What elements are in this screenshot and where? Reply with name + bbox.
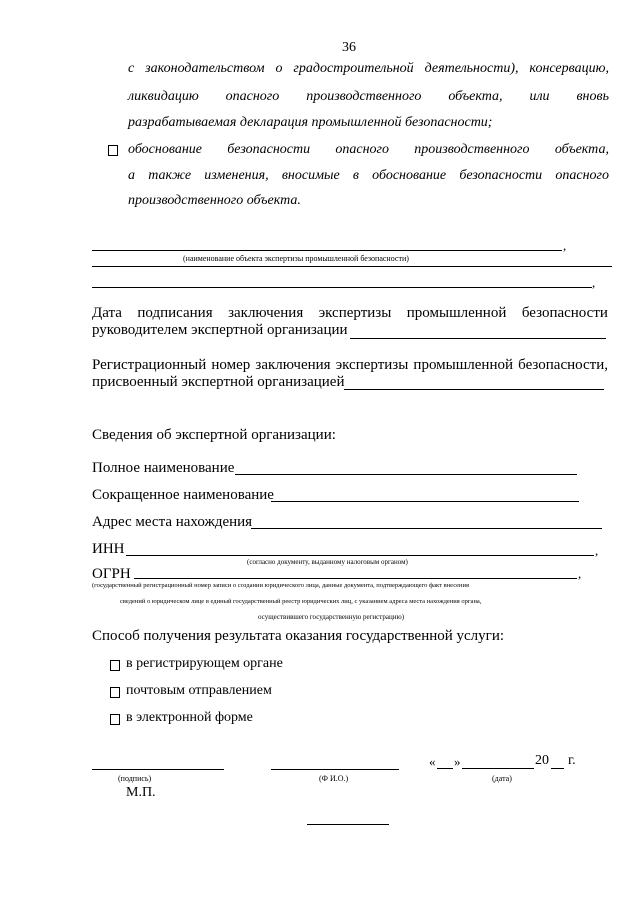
checkbox-word: вносимые bbox=[281, 168, 340, 183]
date-signing-line-1 bbox=[92, 305, 608, 322]
date-signing-word: безопасности bbox=[521, 305, 608, 321]
full-name-label: Полное наименование bbox=[92, 460, 235, 476]
address-label: Адрес места нахождения bbox=[92, 514, 253, 530]
checkbox-option-mail[interactable] bbox=[110, 687, 120, 698]
date-year-suffix: г. bbox=[568, 753, 576, 768]
date-year-field[interactable] bbox=[551, 768, 564, 769]
short-name-label: Сокращенное наименование bbox=[92, 487, 274, 503]
full-name-sign-field[interactable] bbox=[271, 769, 399, 770]
reg-number-word: заключения bbox=[255, 357, 331, 373]
ogrn-comma: , bbox=[578, 566, 582, 581]
reg-number-line-2: присвоенный экспертной организацией bbox=[92, 374, 345, 390]
reg-number-word: безопасности, bbox=[518, 357, 608, 373]
intro-word: консервацию, bbox=[529, 61, 609, 76]
date-close-quote: » bbox=[454, 754, 461, 769]
object-name-comma-2: , bbox=[592, 275, 596, 290]
inn-field[interactable] bbox=[126, 555, 594, 556]
signature-caption: (подпись) bbox=[118, 774, 152, 783]
reg-number-word: промышленной bbox=[413, 357, 514, 373]
checkbox-word: обоснование bbox=[128, 142, 202, 157]
reg-number-field[interactable] bbox=[344, 389, 604, 390]
date-signing-field[interactable] bbox=[350, 338, 606, 339]
checkbox-word: в bbox=[352, 168, 359, 183]
option-mail-label: почтовым отправлением bbox=[126, 683, 272, 698]
service-method-heading: Способ получения результата оказания государственной услуги: bbox=[92, 628, 505, 644]
date-open-quote: « bbox=[429, 754, 436, 769]
org-info-heading: Сведения об экспертной организации: bbox=[92, 427, 336, 443]
intro-word: вновь bbox=[576, 89, 609, 104]
short-name-field[interactable] bbox=[271, 501, 579, 502]
date-month-field[interactable] bbox=[462, 768, 534, 769]
object-name-line-1[interactable] bbox=[92, 250, 562, 251]
checkbox-word: обоснование bbox=[372, 168, 447, 183]
address-field[interactable] bbox=[251, 528, 602, 529]
ogrn-caption-1: (государственный регистрационный номер записи о создании юридического лица, данные документа, подтверждающего факт внесения bbox=[92, 582, 469, 589]
intro-word: деятельности), bbox=[424, 61, 519, 76]
checkbox-word: опасного bbox=[335, 142, 390, 157]
inn-caption: (согласно документу, выданному налоговым органом) bbox=[247, 558, 408, 566]
reg-number-word: номер bbox=[211, 357, 251, 373]
checkbox-declaration[interactable] bbox=[108, 145, 118, 156]
full-name-field[interactable] bbox=[235, 474, 577, 475]
checkbox-word: безопасности bbox=[227, 142, 311, 157]
checkbox-option-registry[interactable] bbox=[110, 660, 120, 671]
ogrn-field[interactable] bbox=[134, 578, 577, 579]
intro-line-1 bbox=[128, 61, 609, 77]
ogrn-caption-3: осуществившего государственную регистрацию) bbox=[258, 613, 405, 621]
checkbox-word: объекта, bbox=[554, 142, 609, 157]
object-name-comma-1: , bbox=[563, 238, 567, 253]
reg-number-line-1 bbox=[92, 357, 608, 374]
ogrn-caption-2: сведений о юридическом лице в единый государственный реестр юридических лиц, с указанием адреса места нахождения органа, bbox=[120, 598, 482, 605]
date-signing-word: Дата bbox=[92, 305, 122, 321]
date-year-prefix: 20 bbox=[535, 753, 549, 768]
ogrn-label: ОГРН bbox=[92, 566, 131, 582]
intro-word: законодательством bbox=[145, 61, 265, 76]
date-caption: (дата) bbox=[492, 774, 512, 783]
date-day-field[interactable] bbox=[437, 768, 453, 769]
reg-number-word: экспертизы bbox=[335, 357, 409, 373]
inn-comma: , bbox=[595, 543, 599, 558]
date-signing-line-2: руководителем экспертной организации bbox=[92, 322, 348, 338]
date-signing-word: подписания bbox=[137, 305, 213, 321]
intro-word: ликвидацию bbox=[128, 89, 199, 104]
reg-number-word: Регистрационный bbox=[92, 357, 207, 373]
object-name-line-3[interactable] bbox=[92, 287, 592, 288]
date-signing-word: заключения bbox=[228, 305, 304, 321]
intro-word: производственного bbox=[306, 89, 422, 104]
option-registry-label: в регистрирующем органе bbox=[126, 656, 283, 671]
date-signing-word: промышленной bbox=[406, 305, 507, 321]
object-name-line-2[interactable] bbox=[92, 266, 612, 267]
checkbox-word: опасного bbox=[555, 168, 609, 183]
intro-line-2 bbox=[128, 89, 609, 105]
intro-word: или bbox=[529, 89, 550, 104]
stamp-mark: М.П. bbox=[126, 785, 156, 800]
fio-caption: (Ф И.О.) bbox=[319, 774, 349, 783]
checkbox-line-3: производственного объекта. bbox=[128, 193, 301, 208]
bottom-rule bbox=[307, 824, 389, 825]
object-name-caption: (наименование объекта экспертизы промышленной безопасности) bbox=[183, 254, 409, 263]
checkbox-line-2 bbox=[128, 168, 609, 184]
checkbox-word: а bbox=[128, 168, 135, 183]
page-number: 36 bbox=[342, 40, 356, 55]
date-signing-word: экспертизы bbox=[318, 305, 392, 321]
intro-word: с bbox=[128, 61, 135, 76]
checkbox-line-1 bbox=[128, 142, 609, 158]
signature-field[interactable] bbox=[92, 769, 224, 770]
checkbox-option-electronic[interactable] bbox=[110, 714, 120, 725]
intro-word: градостроительной bbox=[293, 61, 414, 76]
intro-word: о bbox=[275, 61, 283, 76]
checkbox-word: производственного bbox=[414, 142, 530, 157]
option-electronic-label: в электронной форме bbox=[126, 710, 253, 725]
checkbox-word: изменения, bbox=[204, 168, 269, 183]
checkbox-word: также bbox=[148, 168, 192, 183]
intro-word: опасного bbox=[225, 89, 280, 104]
checkbox-word: безопасности bbox=[459, 168, 543, 183]
inn-label: ИНН bbox=[92, 541, 125, 557]
intro-word: объекта, bbox=[448, 89, 503, 104]
intro-line-3: разрабатываемая декларация промышленной безопасности; bbox=[128, 115, 493, 130]
